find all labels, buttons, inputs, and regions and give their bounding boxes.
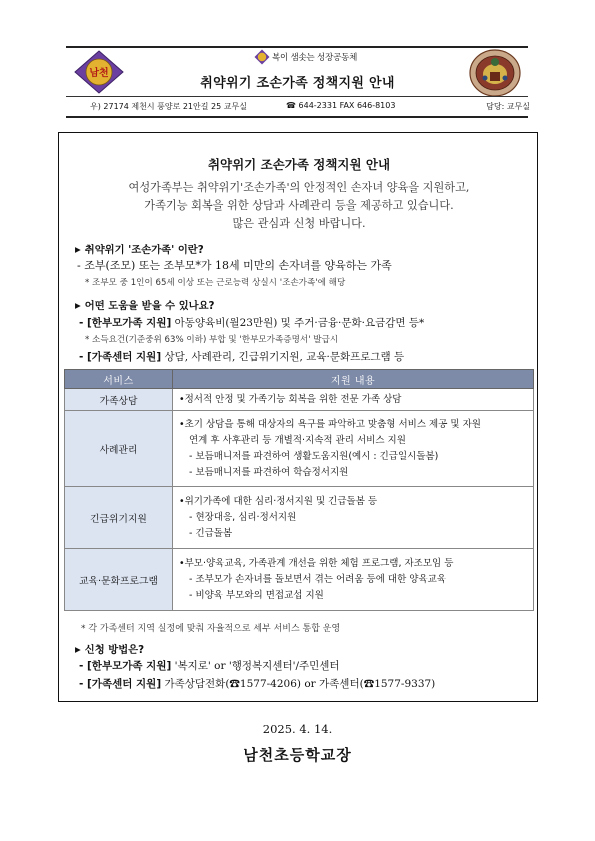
table-row [65,549,534,611]
slogan [254,49,357,65]
table-row [65,487,534,549]
service-name: 교육·문화프로그램 [65,549,173,611]
section-heading-text: 취약위기 '조손가족' 이란? [84,244,204,256]
contact-person: 담당: 교무실 [486,102,530,111]
service-description [173,549,534,611]
apply-label: - [한부모가족 지원] [79,660,172,672]
description-line: - 보듬매니저를 파견하여 생활도움지원(예시 : 긴급일시돌봄) [189,450,439,462]
description-line: - 보듬매니저를 파견하여 학습정서지원 [189,466,349,478]
description-line: - 긴급돌봄 [189,527,233,539]
bullet-triangle-icon: ▶ [75,301,81,310]
header-top-rule [66,46,528,48]
intro-line: 여성가족부는 취약위기'조손가족'의 안정적인 손자녀 양육을 지원하고, [128,181,470,194]
apply-label: - [가족센터 지원] [79,678,162,690]
table-row [65,411,534,487]
school-address: 우) 27174 제천시 풍양로 21안길 25 교무실 [90,102,247,111]
service-name: 가족상담 [65,389,173,411]
benefit-item-single-parent [79,315,424,330]
notice-title: 취약위기 조손가족 정책지원 안내 [207,157,391,172]
logo-text: 남천 [89,68,109,79]
service-description [173,411,534,487]
apply-item-single-parent [79,658,340,673]
table-note: * 각 가족센터 지역 실정에 맞춰 자율적으로 세부 서비스 통합 운영 [81,624,341,634]
intro-line: 많은 관심과 신청 바랍니다. [232,217,366,230]
tel-fax-text: 644-2331 FAX 646-8103 [298,101,396,110]
table-row [65,389,534,411]
issuer-signature: 남천초등학교장 [243,746,352,764]
section-heading-text: 어떤 도움을 받을 수 있나요? [84,300,215,312]
apply-text: 가족상담전화(☎1577-4206) or 가족센터(☎1577-9337) [161,678,436,690]
benefit-label: - [가족센터 지원] [79,351,162,363]
address-row [90,101,530,112]
notice-box [58,132,538,702]
definition-line: - 조부(조모) 또는 조부모*가 18세 미만의 손자녀를 양육하는 가족 [77,259,392,272]
service-name: 긴급위기지원 [65,487,173,549]
header-bottom-rule [66,116,528,118]
letterhead-title: 취약위기 조손가족 정책지원 안내 [200,76,395,91]
slogan-text: 복이 샘솟는 성장공동체 [272,53,358,63]
section-heading-benefits [75,297,215,312]
description-line: •위기가족에 대한 심리·정서지원 및 긴급돌봄 등 [179,495,378,507]
column-header-content: 지원 내용 [173,370,534,389]
description-line: •부모·양육교육, 가족관계 개선을 위한 체험 프로그램, 자조모임 등 [179,557,454,569]
benefit-note: * 소득요건(기준중위 63% 이하) 부합 및 '한부모가족증명서' 발급시 [85,335,339,345]
description-line: 연계 후 사후관리 등 개별적·지속적 관리 서비스 지원 [189,434,406,446]
section-heading-apply [75,641,144,656]
benefit-item-family-center [79,349,404,364]
issue-date: 2025. 4. 14. [262,722,333,736]
apply-text: '복지로' or '행정복지센터'/주민센터 [171,660,340,672]
header-divider [66,96,528,97]
description-line: - 조부모가 손자녀를 돌보면서 겪는 어려움 등에 대한 양육교육 [189,573,447,585]
column-header-service: 서비스 [65,370,173,389]
section-heading-text: 신청 방법은? [84,644,145,656]
benefit-text: 아동양육비(월23만원) 및 주거·금융·문화·요금감면 등* [171,317,425,329]
benefit-label: - [한부모가족 지원] [79,317,172,329]
description-line: •정서적 안정 및 가족기능 회복을 위한 전문 가족 상담 [179,393,402,405]
description-line: •초기 상담을 통해 대상자의 욕구를 파악하고 맞춤형 서비스 제공 및 자원 [179,418,481,430]
phone-icon: ☎ [286,101,296,110]
bullet-triangle-icon: ▶ [75,245,81,254]
intro-line: 가족기능 회복을 위한 상담과 사례관리 등을 제공하고 있습니다. [144,199,454,212]
benefit-text: 상담, 사례관리, 긴급위기지원, 교육·문화프로그램 등 [161,351,405,363]
definition-note: * 조부모 중 1인이 65세 이상 또는 근로능력 상실시 '조손가족'에 해당 [85,278,346,288]
service-name: 사례관리 [65,411,173,487]
service-description [173,389,534,411]
service-table [64,369,534,611]
slogan-badge-icon [254,49,270,65]
description-line: - 현장대응, 심리·정서지원 [189,511,297,523]
service-description [173,487,534,549]
bullet-triangle-icon: ▶ [75,645,81,654]
apply-item-family-center [79,676,435,691]
section-heading-definition [75,241,204,256]
intro-paragraph [59,179,539,233]
tel-fax [286,101,450,112]
description-line: - 비양육 부모와의 면접교섭 지원 [189,589,324,601]
table-header-row [65,370,534,389]
